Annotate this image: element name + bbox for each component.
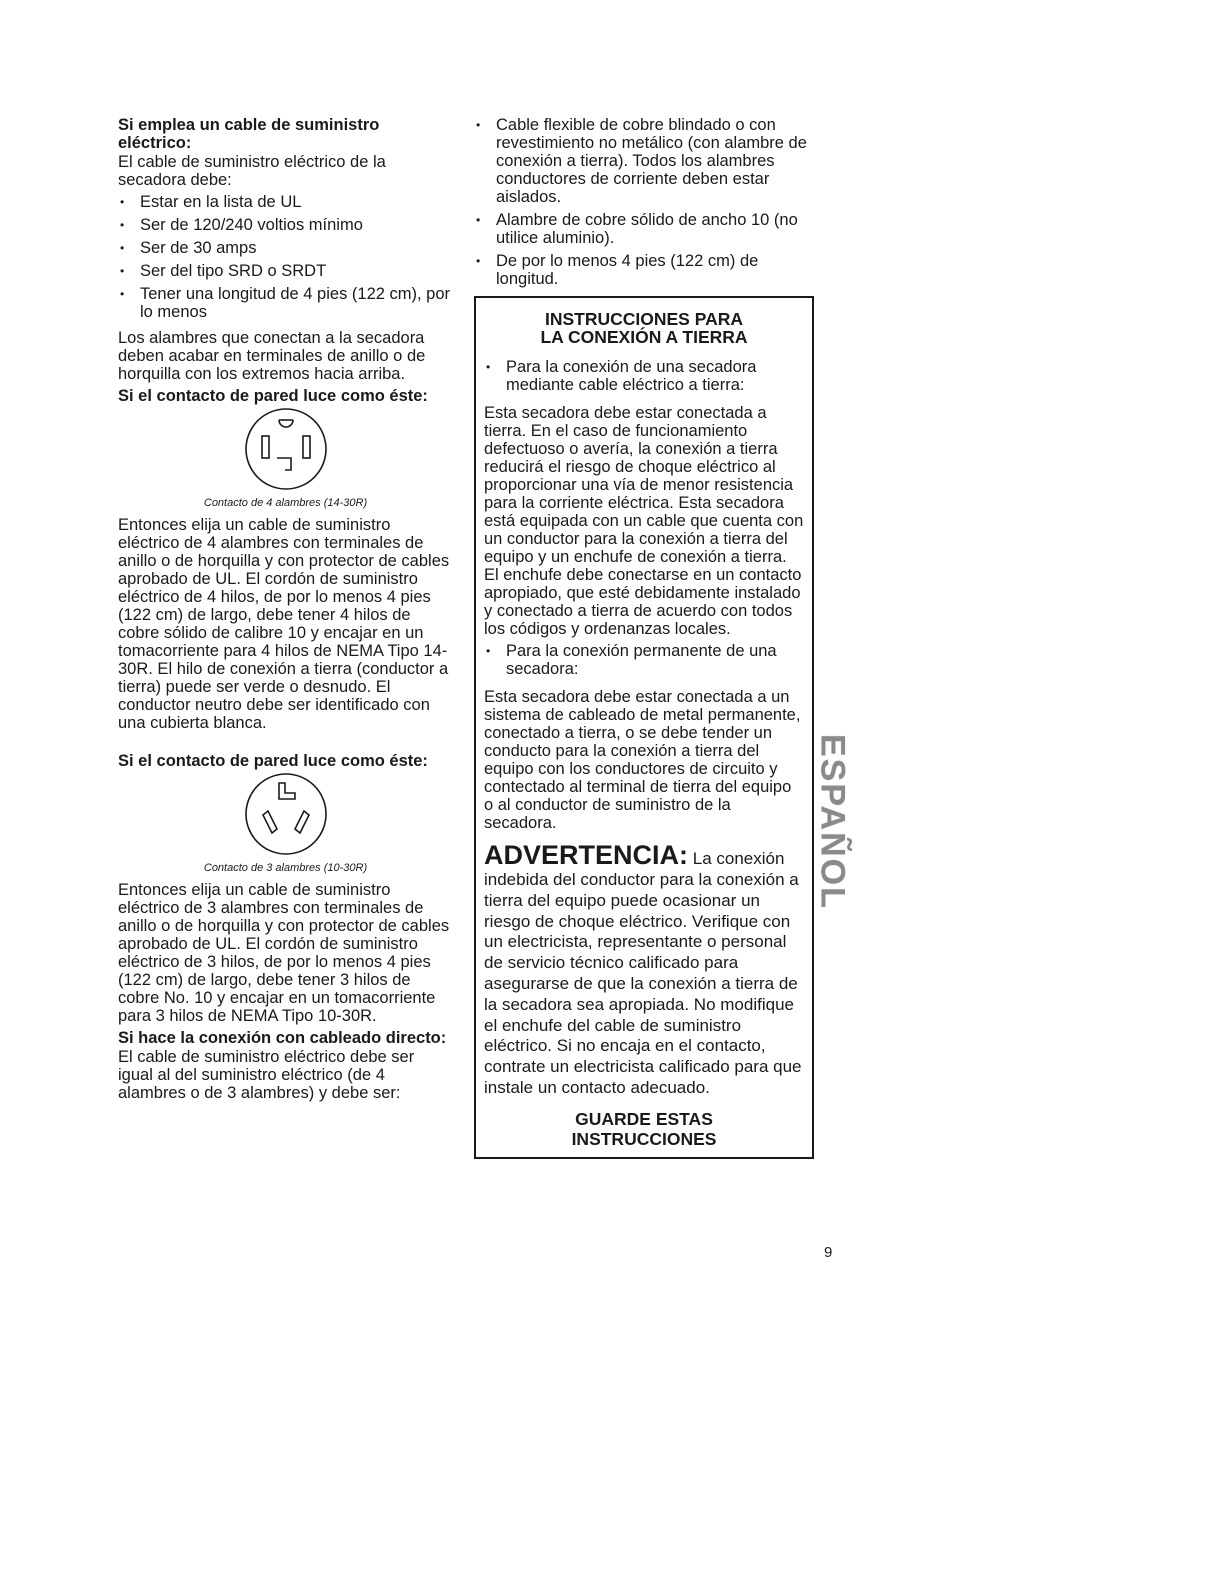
power-cord-intro: El cable de suministro eléctrico de la secadora debe: bbox=[118, 153, 386, 189]
page-number: 9 bbox=[824, 1244, 833, 1261]
list-item: • Para la conexión permanente de una secadora: bbox=[484, 642, 804, 678]
list-item: • Ser de 120/240 voltios mínimo bbox=[118, 216, 453, 234]
warning-text: La conexión indebida del conductor para la conexión a tierra del equipo puede ocasionar un riesgo de choque eléctrico. Verifique con un electricista, representante o personal de servicio técnico calificado para asegurarse de que la conexión a tierra de la secadora sea apropiada. No modifique el enchufe del cable de suministro eléctrico. Si no encaja en el contacto, contrate un electricista calificado para que instale un contacto adecuado. bbox=[484, 849, 802, 1097]
grounded-cord-paragraph: Esta secadora debe estar conectada a tierra. En el caso de funcionamiento defectuoso o avería, la conexión a tierra reducirá el riesgo de choque eléctrico al proporcionar una vía de menor resistencia para la corriente eléctrica. Esta secadora está equipada con un cable que cuenta con un conductor para la conexión a tierra del equipo y un enchufe de conexión a tierra. El enchufe debe conectarse en un contacto apropiado, que esté debidamente instalado y conectado a tierra de acuerdo con todos los códigos y ordenanzas locales. bbox=[484, 404, 804, 638]
warning-block bbox=[484, 840, 804, 1099]
terminal-paragraph: Los alambres que conectan a la secadora deben acabar en terminales de anillo o de horquilla con los extremos hacia arriba. bbox=[118, 329, 426, 383]
grounding-list-2 bbox=[484, 642, 804, 678]
permanent-connection-paragraph: Esta secadora debe estar conectada a un sistema de cableado de metal permanente, conectado a tierra, o se debe tender un conducto para la conexión a tierra del equipo con los conductores de circuito y contectado al terminal de tierra del equipo o al conductor de suministro de la secadora. bbox=[484, 688, 801, 832]
direct-wire-paragraph: El cable de suministro eléctrico debe ser igual al del suministro eléctrico (de 4 alambres o de 3 alambres) y debe ser: bbox=[118, 1048, 415, 1102]
direct-wire-list bbox=[474, 116, 814, 288]
outlet-3wire-icon bbox=[243, 771, 329, 857]
grounding-list-1 bbox=[484, 358, 804, 394]
language-side-tab: ESPAÑOL bbox=[813, 734, 852, 910]
left-column bbox=[118, 116, 453, 1106]
warning-label: ADVERTENCIA: bbox=[484, 840, 689, 870]
cord-requirements-list bbox=[118, 193, 453, 321]
save-instructions: GUARDE ESTAS INSTRUCCIONES bbox=[571, 1108, 717, 1149]
list-item: • Para la conexión de una secadora mediante cable eléctrico a tierra: bbox=[484, 358, 804, 394]
outlet-4wire-figure bbox=[118, 406, 453, 516]
list-item: • Ser de 30 amps bbox=[118, 239, 453, 257]
box-title: INSTRUCCIONES PARA LA CONEXIÓN A TIERRA bbox=[540, 309, 748, 347]
right-column bbox=[474, 116, 814, 1159]
outlet-3wire-figure bbox=[118, 771, 453, 881]
outlet-4wire-caption: Contacto de 4 alambres (14-30R) bbox=[203, 497, 368, 509]
outlet-3wire-caption: Contacto de 3 alambres (10-30R) bbox=[203, 862, 368, 874]
outlet-4wire-icon bbox=[243, 406, 329, 492]
list-item: • Ser del tipo SRD o SRDT bbox=[118, 262, 453, 280]
power-cord-heading: Si emplea un cable de suministro eléctrico: bbox=[118, 116, 380, 152]
3wire-paragraph: Entonces elija un cable de suministro eléctrico de 3 alambres con terminales de anillo o de horquilla y con protector de cables aprobado de UL. El cordón de suministro eléctrico de 3 hilos, de por lo menos 4 pies (122 cm) de largo, debe tener 3 hilos de cobre No. 10 y encajar en un tomacorriente para 3 hilos de NEMA Tipo 10-30R. bbox=[118, 881, 450, 1025]
list-item: • Tener una longitud de 4 pies (122 cm), por lo menos bbox=[118, 285, 453, 321]
list-item: • De por lo menos 4 pies (122 cm) de longitud. bbox=[474, 252, 814, 288]
list-item: • Estar en la lista de UL bbox=[118, 193, 453, 211]
4wire-paragraph: Entonces elija un cable de suministro eléctrico de 4 alambres con terminales de anillo o de horquilla y con protector de cables aprobado de UL. El cordón de suministro eléctrico de 4 hilos, de por lo menos 4 pies (122 cm) de largo, debe tener 4 hilos de cobre sólido de calibre 10 y encajar en un tomacorriente para 4 hilos de NEMA Tipo 14-30R. El hilo de conexión a tierra (conductor a tierra) puede ser verde o desnudo. El conductor neutro debe ser identificado con una cubierta blanca. bbox=[118, 516, 450, 732]
list-item: • Alambre de cobre sólido de ancho 10 (no utilice aluminio). bbox=[474, 211, 814, 247]
outlet-3wire-heading: Si el contacto de pared luce como éste: bbox=[118, 752, 428, 770]
list-item: • Cable flexible de cobre blindado o con revestimiento no metálico (con alambre de conexión a tierra). Todos los alambres conductores de corriente deben estar aislados. bbox=[474, 116, 814, 206]
direct-wire-heading: Si hace la conexión con cableado directo: bbox=[118, 1029, 447, 1047]
outlet-4wire-heading: Si el contacto de pared luce como éste: bbox=[118, 387, 428, 405]
grounding-instructions-box bbox=[474, 296, 814, 1159]
